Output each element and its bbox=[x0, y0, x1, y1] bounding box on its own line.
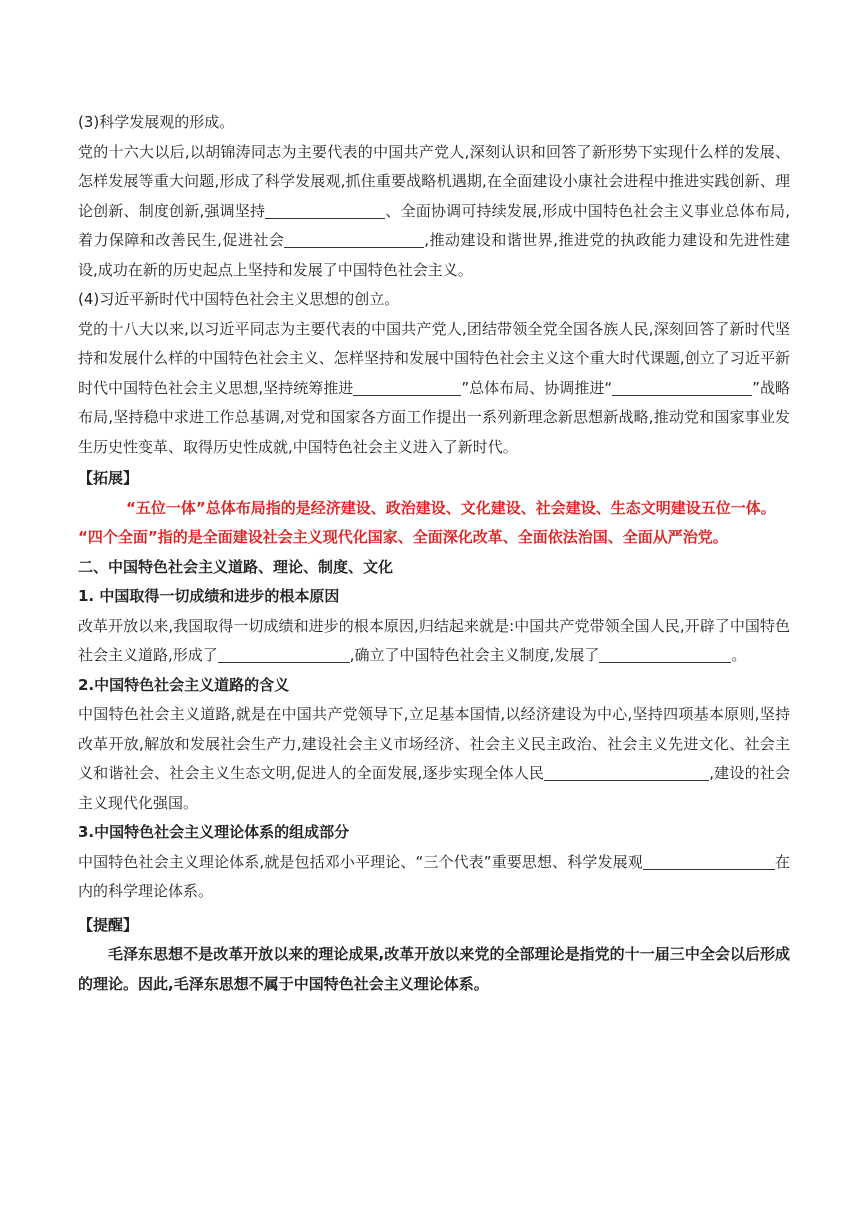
document-page bbox=[78, 108, 790, 999]
section-4-paragraph bbox=[78, 315, 790, 463]
question-1-title: 1. 中国取得一切成绩和进步的根本原因 bbox=[78, 587, 340, 605]
question-2-text-b: ,建设的社会主义现代化强国。 bbox=[78, 764, 790, 812]
section-3-text-b: 、全面协调可持续发展,形成中国特色社会主义事业总体布局,着力保障和改善民生,促进社会 bbox=[78, 201, 790, 249]
fill-blank[interactable] bbox=[599, 644, 731, 663]
fill-blank[interactable] bbox=[612, 377, 752, 396]
remind-title: 【提醒】 bbox=[78, 915, 139, 934]
question-3-text-a: 中国特色社会主义理论体系,就是包括邓小平理论、“三个代表”重要思想、科学发展观 bbox=[78, 852, 643, 871]
question-2-paragraph bbox=[78, 700, 790, 818]
question-3-paragraph bbox=[78, 848, 790, 907]
part-2-title: 二、中国特色社会主义道路、理论、制度、文化 bbox=[78, 557, 394, 576]
section-3-paragraph bbox=[78, 138, 790, 286]
section-4-text-b: ”总体布局、协调推进“ bbox=[461, 378, 613, 397]
question-2-text-a: 中国特色社会主义道路,就是在中国共产党领导下,立足基本国情,以经济建设为中心,坚持四项基本原则,坚持改革开放,解放和发展社会生产力,建设社会主义市场经济、社会主义民主政治、社会主义先进文化、社会主义和谐社会、社会主义生态文明,促进人的全面发展,逐步实现全体人民 bbox=[78, 705, 790, 782]
question-3-text-b: 在内的科学理论体系。 bbox=[78, 852, 790, 900]
question-1-text-c: 。 bbox=[731, 646, 747, 664]
question-1-paragraph bbox=[78, 612, 790, 671]
fill-blank[interactable] bbox=[353, 377, 461, 396]
section-4-text-c: ”战略布局,坚持稳中求进工作总基调,对党和国家各方面工作提出一系列新理念新思想新战略,推动党和国家事业发生历史性变革、取得历史性成就,中国特色社会主义进入了新时代。 bbox=[78, 378, 791, 456]
expand-title: 【拓展】 bbox=[78, 469, 139, 487]
fill-blank[interactable] bbox=[643, 851, 775, 870]
question-2-title: 2.中国特色社会主义道路的含义 bbox=[78, 675, 290, 694]
expand-line-2: “四个全面”指的是全面建设社会主义现代化国家、全面深化改革、全面依法治国、全面从严治党。 bbox=[78, 528, 728, 546]
section-3-title: (3)科学发展观的形成。 bbox=[78, 113, 235, 131]
fill-blank[interactable] bbox=[218, 644, 350, 663]
remind-text: 毛泽东思想不是改革开放以来的理论成果,改革开放以来党的全部理论是指党的十一届三中全会以后形成的理论。因此,毛泽东思想不属于中国特色社会主义理论体系。 bbox=[78, 945, 790, 993]
question-1-text-b: ,确立了中国特色社会主义制度,发展了 bbox=[349, 646, 600, 664]
fill-blank[interactable] bbox=[265, 200, 385, 219]
question-3-title: 3.中国特色社会主义理论体系的组成部分 bbox=[78, 823, 350, 841]
section-3-text-a: 党的十六大以后,以胡锦涛同志为主要代表的中国共产党人,深刻认识和回答了新形势下实现什么样的发展、怎样发展等重大问题,形成了科学发展观,抓住重要战略机遇期,在全面建设小康社会进程中推进实践创新、理论创新、制度创新,强调坚持 bbox=[78, 142, 790, 220]
section-4-title: (4)习近平新时代中国特色社会主义思想的创立。 bbox=[78, 290, 400, 308]
question-1-text-a: 改革开放以来,我国取得一切成绩和进步的根本原因,归结起来就是:中国共产党带领全国人民,开辟了中国特色社会主义道路,形成了 bbox=[78, 616, 790, 664]
fill-blank[interactable] bbox=[284, 229, 424, 248]
fill-blank[interactable] bbox=[544, 762, 709, 781]
section-4-text-a: 党的十八大以来,以习近平同志为主要代表的中国共产党人,团结带领全党全国各族人民,深刻回答了新时代坚持和发展什么样的中国特色社会主义、怎样坚持和发展中国特色社会主义这个重大时代课题,创立了习近平新时代中国特色社会主义思想,坚持统筹推进 bbox=[78, 319, 790, 397]
section-3-text-c: ,推动建设和谐世界,推进党的执政能力建设和先进性建设,成功在新的历史起点上坚持和发展了中国特色社会主义。 bbox=[78, 231, 790, 279]
expand-line-1: “五位一体”总体布局指的是经济建设、政治建设、文化建设、社会建设、生态文明建设五位一体。 bbox=[126, 498, 776, 517]
